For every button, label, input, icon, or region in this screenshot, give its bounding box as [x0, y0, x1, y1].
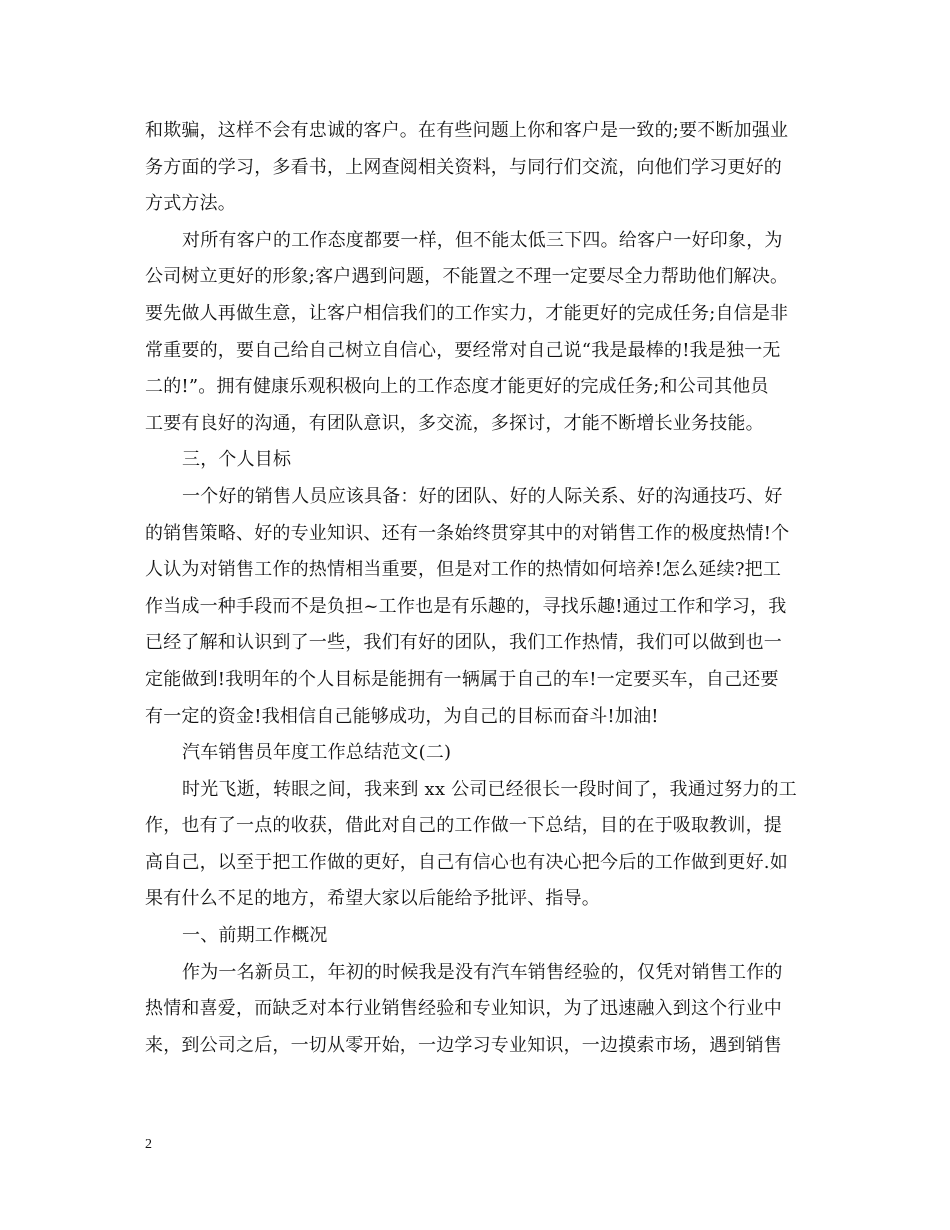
- text-line: 和欺骗，这样不会有忠诚的客户。在有些问题上你和客户是一致的;要不断加强业: [145, 120, 789, 141]
- text-line: 来，到公司之后，一切从零开始，一边学习专业知识，一边摸索市场，遇到销售: [145, 1034, 782, 1056]
- text-line: 要先做人再做生意，让客户相信我们的工作实力，才能更好的完成任务;自信是非: [145, 302, 789, 324]
- text-line: 常重要的，要自己给自己树立自信心，要经常对自己说“我是最棒的!我是独一无: [145, 339, 781, 361]
- text-line: 作，也有了一点的收获，借此对自己的工作做一下总结，目的在于吸取教训，提: [145, 815, 782, 837]
- text-line: 定能做到!我明年的个人目标是能拥有一辆属于自己的车!一定要买车，自己还要: [145, 668, 779, 690]
- text-line: 热情和喜爱，而缺乏对本行业销售经验和专业知识，为了迅速融入到这个行业中: [145, 998, 782, 1020]
- text-line: 一个好的销售人员应该具备：好的团队、好的人际关系、好的沟通技巧、好: [182, 485, 783, 507]
- text-line: 时光飞逝，转眼之间，我来到 xx 公司已经很长一段时间了，我通过努力的工: [182, 778, 797, 800]
- page-number: 2: [145, 1137, 152, 1152]
- text-line: 已经了解和认识到了一些，我们有好的团队，我们工作热情，我们可以做到也一: [145, 632, 782, 654]
- text-line: 有一定的资金!我相信自己能够成功，为自己的目标而奋斗!加油!: [145, 705, 659, 727]
- text-line: 公司树立更好的形象;客户遇到问题，不能置之不理一定要尽全力帮助他们解决。: [145, 266, 789, 288]
- text-line: 汽车销售员年度工作总结范文(二): [182, 742, 452, 764]
- text-line: 二的!”。拥有健康乐观积极向上的工作态度才能更好的完成任务;和公司其他员: [145, 376, 769, 398]
- text-line: 一、前期工作概况: [182, 925, 328, 947]
- text-line: 务方面的学习，多看书，上网查阅相关资料，与同行们交流，向他们学习更好的: [145, 156, 782, 178]
- text-line: 的销售策略、好的专业知识、还有一条始终贯穿其中的对销售工作的极度热情!个: [145, 522, 790, 544]
- text-line: 高自己，以至于把工作做的更好，自己有信心也有决心把今后的工作做到更好.如: [145, 851, 788, 873]
- text-line: 对所有客户的工作态度都要一样，但不能太低三下四。给客户一好印象，为: [182, 229, 783, 251]
- text-line: 作当成一种手段而不是负担~工作也是有乐趣的，寻找乐趣!通过工作和学习，我: [145, 595, 787, 617]
- text-line: 果有什么不足的地方，希望大家以后能给予批评、指导。: [145, 888, 600, 910]
- text-line: 人认为对销售工作的热情相当重要，但是对工作的热情如何培养!怎么延续?把工: [145, 559, 782, 581]
- text-line: 三，个人目标: [182, 449, 292, 471]
- text-line: 方式方法。: [145, 193, 236, 215]
- text-line: 工要有良好的沟通，有团队意识，多交流，多探讨，才能不断增长业务技能。: [145, 412, 764, 434]
- text-line: 作为一名新员工，年初的时候我是没有汽车销售经验的，仅凭对销售工作的: [182, 961, 783, 983]
- document-body: [145, 113, 801, 1064]
